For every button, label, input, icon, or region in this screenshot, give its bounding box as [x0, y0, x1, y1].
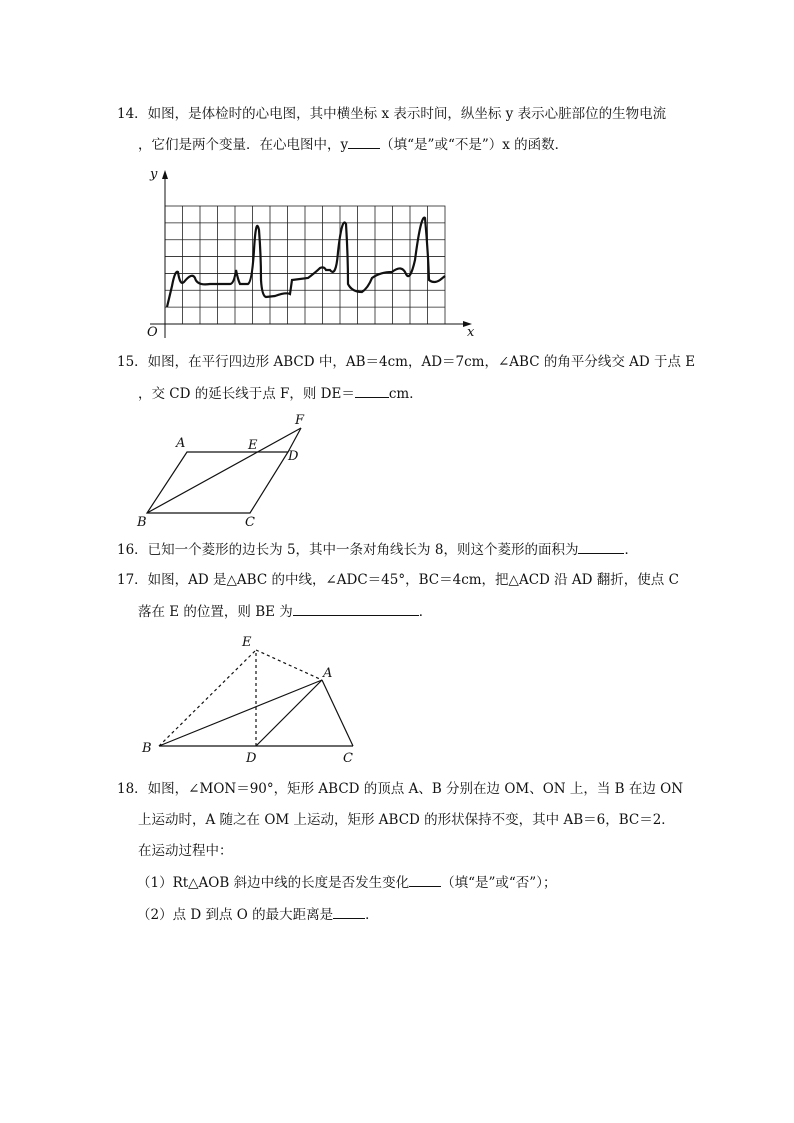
q14-line2-text: ，它们是两个变量．在心电图中，y: [138, 137, 349, 153]
ecg-curve: [167, 218, 445, 307]
origin-label: O: [147, 325, 158, 340]
label-b: B: [142, 741, 152, 756]
q14-answer-blank[interactable]: [348, 134, 380, 149]
triangle-fold-figure: [135, 630, 365, 770]
q14-line2: [138, 134, 568, 155]
y-axis-label: y: [150, 167, 158, 182]
segment-ea: [256, 650, 322, 680]
label-d: D: [288, 449, 299, 464]
q18-sub2-blank[interactable]: [333, 904, 365, 919]
q15-answer-blank[interactable]: [355, 383, 389, 398]
label-a: A: [176, 436, 186, 451]
label-e: E: [248, 438, 258, 453]
q18-line2: 上运动时，A 随之在 OM 上运动，矩形 ABCD 的形状保持不变，其中 AB＝6，BC＝2．: [138, 812, 675, 828]
q18-line1: 18．如图，∠MON＝90°，矩形 ABCD 的顶点 A、B 分别在边 OM、ON 上，当 B 在边 ON: [117, 781, 684, 797]
q17-line2-text: 落在 E 的位置，则 BE 为: [138, 604, 293, 620]
ecg-grid: [165, 206, 445, 324]
q16-answer-blank[interactable]: [578, 539, 624, 554]
label-f: F: [295, 413, 305, 428]
q16-text: 16．已知一个菱形的边长为 5，其中一条对角线长为 8，则这个菱形的面积为: [117, 542, 579, 558]
q15-line2-tail: cm．: [388, 386, 423, 402]
segment-ba: [159, 680, 322, 746]
q17-line2: [138, 601, 432, 622]
segment-da: [256, 680, 322, 746]
q15-line1: 15．如图，在平行四边形 ABCD 中，AB＝4cm，AD＝7cm，∠ABC 的角平分线交 AD 于点 E: [117, 354, 696, 370]
label-c: C: [245, 515, 255, 530]
q18-sub2-text: （2）点 D 到点 O 的最大距离是: [137, 907, 334, 923]
q18-sub2-tail: ．: [365, 907, 379, 923]
q18-line3: 在运动过程中：: [138, 843, 233, 859]
parallelogram-abcd: [147, 452, 288, 513]
q18-sub2: [137, 904, 379, 925]
label-c: C: [343, 751, 353, 766]
label-b: B: [137, 515, 147, 530]
q18-sub1: [137, 872, 556, 893]
label-a: A: [323, 666, 333, 681]
q15-line2: [138, 383, 423, 404]
q18-sub1-blank[interactable]: [409, 872, 441, 887]
q16-line1: [117, 539, 638, 560]
x-axis-label: x: [467, 325, 475, 340]
q18-sub1-tail: （填“是”或“否”）；: [441, 875, 557, 891]
q17-answer-blank[interactable]: [293, 601, 419, 616]
y-axis-arrow: [162, 170, 168, 179]
label-d: D: [246, 751, 257, 766]
parallelogram-figure: [130, 410, 320, 532]
ecg-figure: [140, 160, 480, 342]
q17-line1: 17．如图，AD 是△ABC 的中线，∠ADC＝45°，BC＝4cm，把△ACD 沿 AD 翻折，使点 C: [117, 572, 679, 588]
q16-tail: ．: [624, 542, 638, 558]
label-e: E: [242, 635, 252, 650]
q14-line1: 14．如图，是体检时的心电图，其中横坐标 x 表示时间，纵坐标 y 表示心脏部位的生物电流: [117, 106, 667, 122]
bisector-bf: [147, 428, 301, 513]
segment-be: [159, 650, 256, 746]
segment-ac: [322, 680, 353, 746]
q17-line2-tail: ．: [418, 604, 433, 620]
q15-line2-text: ，交 CD 的延长线于点 F，则 DE＝: [138, 386, 355, 402]
q18-sub1-text: （1）Rt△AOB 斜边中线的长度是否发生变化: [137, 875, 410, 891]
q14-line2-tail: （填“是”或“不是”）x 的函数．: [380, 137, 569, 153]
